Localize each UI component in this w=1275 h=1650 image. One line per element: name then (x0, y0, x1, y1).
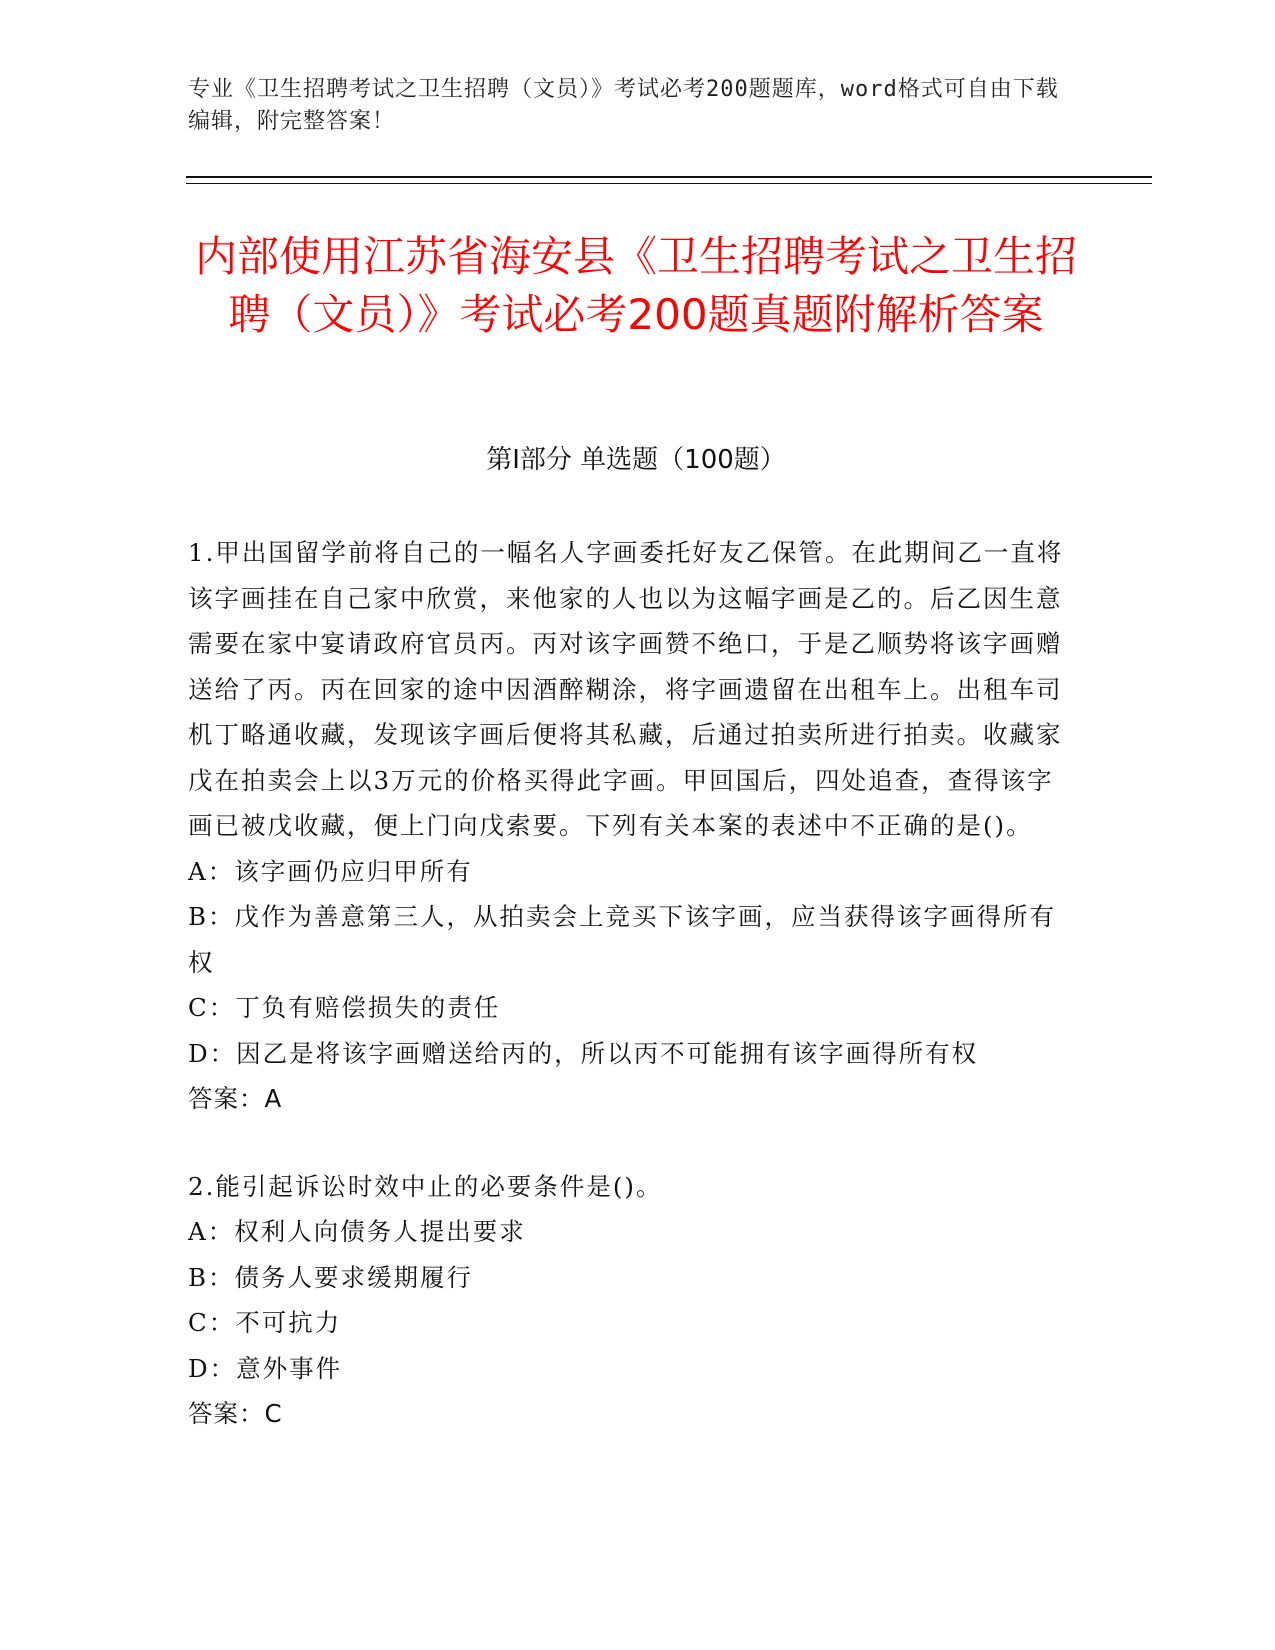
question-item (188, 530, 1078, 1122)
option-a: A：权利人向债务人提出要求 (188, 1217, 526, 1246)
option-c: C：不可抗力 (188, 1308, 342, 1337)
question-list (188, 530, 1078, 1479)
document-title: 内部使用江苏省海安县《卫生招聘考试之卫生招聘（文员）》考试必考200题真题附解析答案 (194, 232, 1077, 339)
option-d: D：意外事件 (188, 1353, 343, 1383)
answer-line: 答案：A (188, 1084, 283, 1113)
option-a: A：该字画仍应归甲所有 (188, 856, 473, 886)
header-rule-thin (186, 183, 1152, 184)
option-c: C：丁负有赔偿损失的责任 (188, 993, 501, 1022)
question-text: 2.能引起诉讼时效中止的必要条件是()。 (188, 1171, 663, 1201)
header-note: 专业《卫生招聘考试之卫生招聘（文员）》考试必考200题题库，word格式可自由下载编辑，附完整答案！ (188, 77, 1059, 134)
option-d: D：因乙是将该字画赠送给丙的，所以丙不可能拥有该字画得所有权 (188, 1038, 979, 1068)
question-text: 1.甲出国留学前将自己的一幅名人字画委托好友乙保管。在此期间乙一直将该字画挂在自己家中欣赏，来他家的人也以为这幅字画是乙的。后乙因生意需要在家中宴请政府官员丙。丙对该字画赞不绝口，于是乙顺势将该字画赠送给了丙。丙在回家的途中因酒醉糊涂，将字画遗留在出租车上。出租车司机丁略通收藏，发现该字画后便将其私藏，后通过拍卖所进行拍卖。收藏家戊在拍卖会上以3万元的价格买得此字画。甲回国后，四处追查，查得该字画已被戊收藏，便上门向戊索要。下列有关本案的表述中不正确的是()。 (188, 538, 1064, 840)
option-b: B：戊作为善意第三人，从拍卖会上竞买下该字画，应当获得该字画得所有权 (188, 902, 1057, 977)
answer-line: 答案：C (188, 1399, 283, 1428)
question-item (188, 1164, 1078, 1437)
section-heading: 第I部分 单选题（100题） (486, 445, 786, 475)
option-b: B：债务人要求缓期履行 (188, 1262, 474, 1292)
header-rule-thick (186, 176, 1152, 178)
